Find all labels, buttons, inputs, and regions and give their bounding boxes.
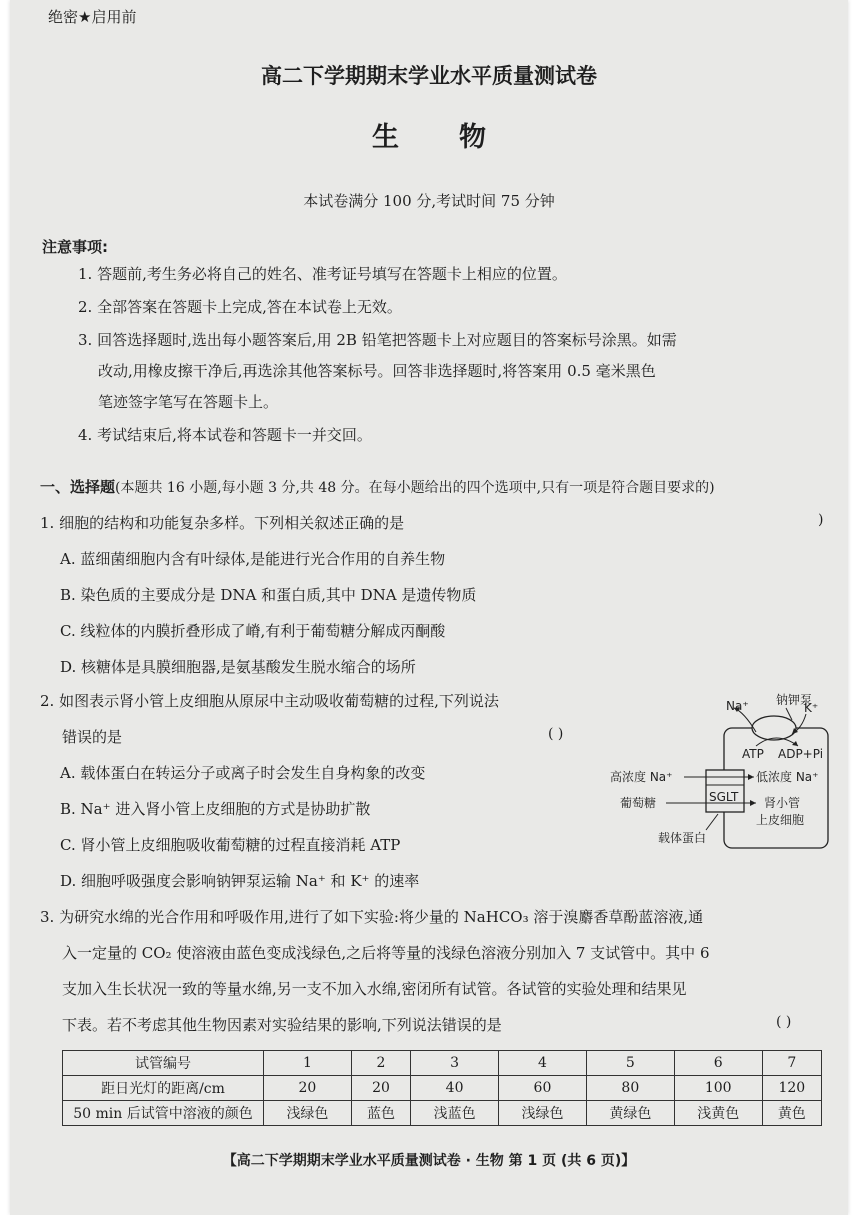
confidential-label: 绝密★启用前 (48, 8, 137, 26)
note-item: 改动,用橡皮擦干净后,再选涂其他答案标号。回答非选择题时,将答案用 0.5 毫米黑色 (98, 362, 656, 380)
question-1-option-b: B. 染色质的主要成分是 DNA 和蛋白质,其中 DNA 是遗传物质 (60, 586, 477, 604)
question-1-option-c: C. 线粒体的内膜折叠形成了嵴,有利于葡萄糖分解成丙酮酸 (60, 622, 446, 640)
table-cell: 1 (264, 1051, 352, 1076)
table-cell: 浅黄色 (674, 1101, 762, 1126)
table-cell: 80 (586, 1076, 674, 1101)
question-1-stem: 1. 细胞的结构和功能复杂多样。下列相关叙述正确的是 (40, 514, 405, 532)
diagram-label-low-na: 低浓度 Na⁺ (756, 770, 819, 784)
sodium-cotransport-arrowhead (748, 774, 754, 780)
question-3-answer-paren: ( ) (776, 1014, 792, 1030)
subject-title: 生物 (372, 122, 546, 153)
section-label: 一、选择题 (40, 478, 116, 496)
table-cell: 浅绿色 (264, 1101, 352, 1126)
question-2-stem-cont: 错误的是 (62, 728, 123, 746)
table-cell: 2 (351, 1051, 410, 1076)
section-heading (40, 476, 715, 497)
table-cell: 黄绿色 (586, 1101, 674, 1126)
table-cell: 浅蓝色 (411, 1101, 499, 1126)
diagram-label-cell-2: 上皮细胞 (756, 813, 805, 827)
carrier-leader-line (706, 814, 718, 830)
row-header: 距日光灯的距离/cm (63, 1076, 264, 1101)
notes-heading: 注意事项: (42, 238, 108, 256)
diagram-label-carrier: 载体蛋白 (658, 831, 707, 845)
table-cell: 蓝色 (351, 1101, 410, 1126)
table-cell: 20 (264, 1076, 352, 1101)
note-item: 2. 全部答案在答题卡上完成,答在本试卷上无效。 (78, 298, 402, 316)
exam-info: 本试卷满分 100 分,考试时间 75 分钟 (303, 192, 555, 210)
table-cell: 浅绿色 (499, 1101, 587, 1126)
diagram-label-high-na: 高浓度 Na⁺ (610, 770, 673, 784)
question-3-stem-line: 入一定量的 CO₂ 使溶液由蓝色变成浅绿色,之后将等量的浅绿色溶液分别加入 7 支试管中。其中 6 (62, 944, 710, 962)
question-2-option-b: B. Na⁺ 进入肾小管上皮细胞的方式是协助扩散 (60, 800, 371, 818)
table-cell: 120 (762, 1076, 821, 1101)
note-item: 4. 考试结束后,将本试卷和答题卡一并交回。 (78, 426, 372, 444)
table-cell: 7 (762, 1051, 821, 1076)
diagram-label-atp: ATP (742, 747, 764, 761)
question-2-option-a: A. 载体蛋白在转运分子或离子时会发生自身构象的改变 (60, 764, 426, 782)
question-1-option-d: D. 核糖体是具膜细胞器,是氨基酸发生脱水缩合的场所 (60, 658, 416, 676)
exam-page (10, 0, 848, 1215)
row-header: 试管编号 (63, 1051, 264, 1076)
note-item: 笔迹签字笔写在答题卡上。 (98, 393, 279, 411)
question-2-option-c: C. 肾小管上皮细胞吸收葡萄糖的过程直接消耗 ATP (60, 836, 401, 854)
diagram-label-adp: ADP+Pi (778, 747, 824, 761)
diagram-label-sglt: SGLT (709, 790, 739, 804)
table-cell: 100 (674, 1076, 762, 1101)
table-cell: 40 (411, 1076, 499, 1101)
question-2-answer-paren: ( ) (548, 726, 564, 742)
question-2-option-d: D. 细胞呼吸强度会影响钠钾泵运输 Na⁺ 和 K⁺ 的速率 (60, 872, 420, 890)
diagram-label-k: K⁺ (804, 701, 819, 715)
table-cell: 4 (499, 1051, 587, 1076)
question-1-option-a: A. 蓝细菌细胞内含有叶绿体,是能进行光合作用的自养生物 (60, 550, 446, 568)
table-row (63, 1051, 822, 1076)
exam-title: 高二下学期期末学业水平质量测试卷 (261, 64, 597, 88)
sodium-potassium-pump-shape (752, 716, 796, 740)
table-row (63, 1101, 822, 1126)
note-item: 3. 回答选择题时,选出每小题答案后,用 2B 铅笔把答题卡上对应题目的答案标号涂黑。如需 (78, 331, 677, 349)
question-3-stem-line: 支加入生长状况一致的等量水绵,另一支不加入水绵,密闭所有试管。各试管的实验处理和结果见 (62, 980, 687, 998)
table-cell: 5 (586, 1051, 674, 1076)
experiment-table (62, 1050, 822, 1126)
table-cell: 60 (499, 1076, 587, 1101)
page-footer: 【高二下学期期末学业水平质量测试卷 · 生物 第 1 页 (共 6 页)】 (222, 1153, 636, 1169)
diagram-label-na-out: Na⁺ (726, 699, 749, 713)
question-3-stem-line: 下表。若不考虑其他生物因素对实验结果的影响,下列说法错误的是 (62, 1016, 502, 1034)
table-row (63, 1076, 822, 1101)
diagram-label-pump: 钠钾泵 (776, 693, 813, 707)
table-cell: 6 (674, 1051, 762, 1076)
note-item: 1. 答题前,考生务必将自己的姓名、准考证号填写在答题卡上相应的位置。 (78, 265, 567, 283)
question-2-stem: 2. 如图表示肾小管上皮细胞从原尿中主动吸收葡萄糖的过程,下列说法 (40, 692, 499, 710)
section-description: (本题共 16 小题,每小题 3 分,共 48 分。在每小题给出的四个选项中,只有一项是符合题目要求的) (115, 480, 715, 496)
atp-hydrolysis-arrowhead (792, 741, 798, 746)
diagram-label-cell-1: 肾小管 (764, 796, 801, 810)
glucose-transport-diagram (606, 690, 836, 860)
diagram-label-glucose: 葡萄糖 (620, 796, 657, 810)
question-3-stem-line: 3. 为研究水绵的光合作用和呼吸作用,进行了如下实验:将少量的 NaHCO₃ 溶于溴麝香草酚蓝溶液,通 (40, 908, 704, 926)
table-cell: 3 (411, 1051, 499, 1076)
row-header: 50 min 后试管中溶液的颜色 (63, 1101, 264, 1126)
table-cell: 黄色 (762, 1101, 821, 1126)
glucose-cotransport-arrowhead (750, 800, 756, 806)
table-cell: 20 (351, 1076, 410, 1101)
question-1-answer-paren: ) (818, 512, 824, 528)
